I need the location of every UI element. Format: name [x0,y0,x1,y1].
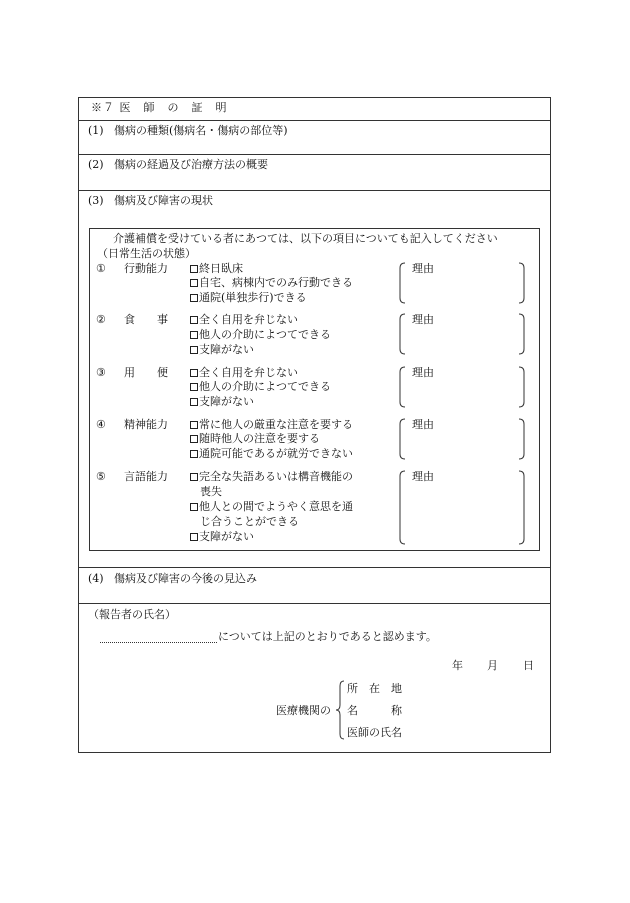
care-intro: 介護補償を受けている者にあつては、以下の項目についても記入してください [113,232,498,245]
checkbox[interactable] [190,265,198,273]
left-bracket-icon [398,366,406,408]
item-5-number: ⑤ [96,470,106,483]
item-1-reason-label: 理由 [412,262,434,275]
date-year-label: 年 [452,659,463,672]
checkbox[interactable] [190,294,198,302]
checkbox[interactable] [190,435,198,443]
checkbox[interactable] [190,369,198,377]
item-2-number: ② [96,313,106,326]
item-2-option-2[interactable]: 他人の介助によつてできる [190,328,331,342]
item-3-number: ③ [96,366,106,379]
checkbox[interactable] [190,473,198,481]
institution-address-label: 所 在 地 [347,682,402,695]
section-1-label: 傷病の種類(傷病名・傷病の部位等) [114,124,288,137]
divider [79,154,550,155]
checkbox[interactable] [190,450,198,458]
item-5-option-1[interactable]: 完全な失語あるいは構音機能の [190,470,353,484]
item-5-option-1-cont: 喪失 [200,485,222,498]
institution-name-label: 名 称 [347,704,402,717]
right-bracket-icon [518,366,526,408]
item-3-option-2[interactable]: 他人の介助によつてできる [190,380,331,394]
right-bracket-icon [518,262,526,304]
left-bracket-icon [398,418,406,460]
care-subtitle: （日常生活の状態） [97,247,196,260]
section-3-label: 傷病及び障害の現状 [114,194,213,207]
section-4-number: (4) [88,572,104,585]
checkbox[interactable] [190,383,198,391]
checkbox[interactable] [190,421,198,429]
reporter-name-label: （報告者の氏名） [88,608,176,621]
left-bracket-icon [398,313,406,355]
item-4-option-1[interactable]: 常に他人の厳重な注意を要する [190,418,353,432]
item-1-option-3[interactable]: 通院(単独歩行)できる [190,291,307,305]
certification-statement: については上記のとおりであると認めます。 [218,630,437,643]
section-1-number: (1) [88,124,104,137]
item-3-label: 用 便 [124,366,168,379]
institution-label: 医療機関の [276,704,331,717]
checkbox[interactable] [190,503,198,511]
checkbox[interactable] [190,331,198,339]
checkbox[interactable] [190,346,198,354]
section-2-number: (2) [88,158,104,171]
item-5-option-3[interactable]: 支障がない [190,530,254,544]
section-3-number: (3) [88,194,104,207]
item-1-option-1[interactable]: 終日臥床 [190,262,243,276]
form-title: ※７ 医 師 の 証 明 [91,101,228,114]
checkbox[interactable] [190,279,198,287]
item-2-option-3[interactable]: 支障がない [190,343,254,357]
item-1-option-2[interactable]: 自宅、病棟内でのみ行動できる [190,276,353,290]
item-4-option-2[interactable]: 随時他人の注意を要する [190,432,320,446]
item-3-option-1[interactable]: 全く自用を弁じない [190,366,298,380]
item-5-option-2[interactable]: 他人との間でようやく意思を通 [190,500,353,514]
item-3-reason-label: 理由 [412,366,434,379]
item-2-label: 食 事 [124,313,168,326]
item-5-label: 言語能力 [124,470,168,483]
item-4-label: 精神能力 [124,418,168,431]
date-month-label: 月 [487,659,498,672]
divider [79,120,550,121]
item-1-number: ① [96,262,106,275]
item-4-reason-label: 理由 [412,418,434,431]
item-5-option-2-cont: じ合うことができる [200,515,299,528]
item-1-label: 行動能力 [124,262,168,275]
section-2-label: 傷病の経過及び治療方法の概要 [114,158,268,171]
item-2-option-1[interactable]: 全く自用を弁じない [190,313,298,327]
left-brace-icon [335,680,345,740]
right-bracket-icon [518,313,526,355]
left-bracket-icon [398,262,406,304]
reporter-name-field[interactable] [100,642,217,643]
checkbox[interactable] [190,398,198,406]
divider [79,190,550,191]
right-bracket-icon [518,418,526,460]
left-bracket-icon [398,470,406,545]
item-2-reason-label: 理由 [412,313,434,326]
item-4-option-3[interactable]: 通院可能であるが就労できない [190,447,353,461]
divider [79,567,550,568]
right-bracket-icon [518,470,526,545]
checkbox[interactable] [190,533,198,541]
item-4-number: ④ [96,418,106,431]
divider [79,603,550,604]
section-4-label: 傷病及び障害の今後の見込み [114,572,257,585]
doctor-name-label: 医師の氏名 [347,726,402,739]
item-5-reason-label: 理由 [412,470,434,483]
item-3-option-3[interactable]: 支障がない [190,395,254,409]
checkbox[interactable] [190,316,198,324]
date-day-label: 日 [523,659,534,672]
